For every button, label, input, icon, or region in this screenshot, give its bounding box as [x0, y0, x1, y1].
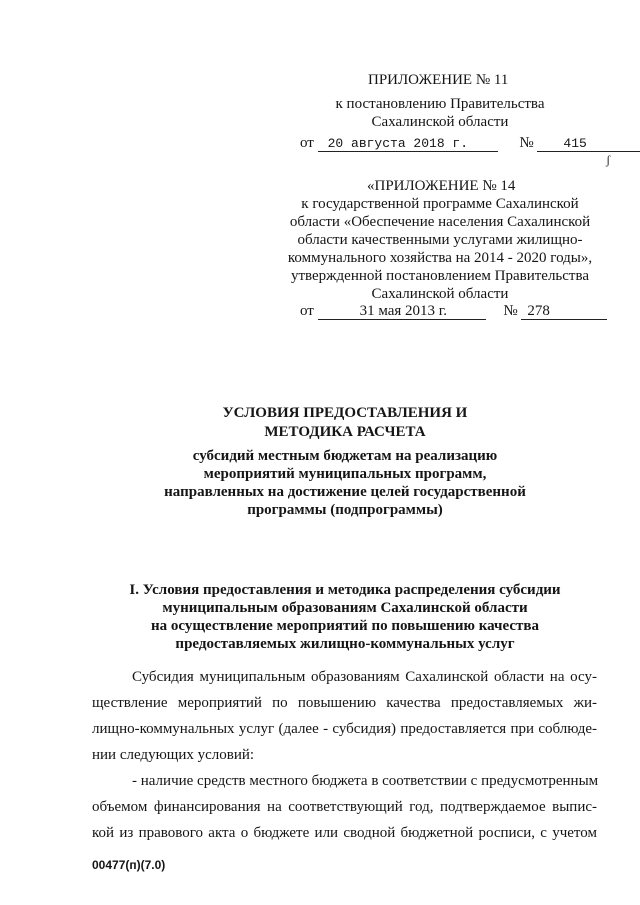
main-title-line-2: МЕТОДИКА РАСЧЕТА — [264, 424, 426, 440]
appendix-11-region: Сахалинской области — [371, 114, 509, 130]
paragraph-line: ществление мероприятий по повышению качества предоставляемых жи- — [92, 695, 597, 711]
appendix-14-line: области качественными услугами жилищно- — [297, 232, 583, 248]
paragraph-line: нии следующих условий: — [92, 747, 255, 763]
paragraph-line: - наличие средств местного бюджета в соответствии с предусмотренным — [132, 773, 599, 789]
paragraph-line: объемом финансирования на соответствующий год, подтверждаемое выпис- — [92, 799, 597, 815]
margin-mark: ʃ — [606, 152, 611, 167]
section-heading-line: на осуществление мероприятий по повышению качества — [151, 618, 539, 634]
appendix-14-line: Сахалинской области — [371, 286, 509, 302]
document-code: 00477(п)(7.0) — [92, 858, 166, 872]
appendix-14-line: утвержденной постановлением Правительства — [290, 268, 590, 284]
appendix-14-date-line — [300, 303, 607, 320]
appendix-14-title: «ПРИЛОЖЕНИЕ № 14 — [367, 178, 516, 194]
appendix-14-number: 278 — [521, 304, 607, 320]
paragraph-line: лищно-коммунальных услуг (далее - субсидия) предоставляется при соблюде- — [92, 721, 597, 737]
number-label: № — [519, 135, 534, 151]
section-heading-line: предоставляемых жилищно-коммунальных услуг — [175, 636, 515, 652]
appendix-11-date: 20 августа 2018 г. — [318, 136, 498, 152]
appendix-14-line: к государственной программе Сахалинской — [301, 196, 579, 212]
appendix-11-number: 415 — [537, 136, 640, 152]
main-subtitle-line: программы (подпрограммы) — [247, 502, 443, 518]
appendix-11-title: ПРИЛОЖЕНИЕ № 11 — [368, 72, 509, 88]
paragraph-line: Субсидия муниципальным образованиям Сахалинской области на осу- — [132, 669, 597, 685]
paragraph-line: кой из правового акта о бюджете или сводной бюджетной росписи, с учетом — [92, 825, 597, 841]
appendix-14-line: коммунального хозяйства на 2014 - 2020 годы», — [287, 250, 593, 266]
main-subtitle-line: субсидий местным бюджетам на реализацию — [192, 448, 498, 464]
appendix-14-date: 31 мая 2013 г. — [318, 304, 486, 320]
from-label: от — [300, 135, 314, 151]
from-label: от — [300, 303, 314, 319]
appendix-14-line: области «Обеспечение населения Сахалинской — [289, 214, 591, 230]
section-heading-line: I. Условия предоставления и методика распределения субсидии — [129, 582, 561, 598]
appendix-11-decree: к постановлению Правительства — [335, 96, 545, 112]
appendix-11-date-line — [300, 135, 640, 152]
main-subtitle-line: мероприятий муниципальных программ, — [203, 466, 487, 482]
main-title-line-1: УСЛОВИЯ ПРЕДОСТАВЛЕНИЯ И — [222, 405, 468, 421]
section-heading-line: муниципальным образованиям Сахалинской области — [162, 600, 528, 616]
number-label: № — [503, 303, 518, 319]
main-subtitle-line: направленных на достижение целей государственной — [164, 484, 526, 500]
